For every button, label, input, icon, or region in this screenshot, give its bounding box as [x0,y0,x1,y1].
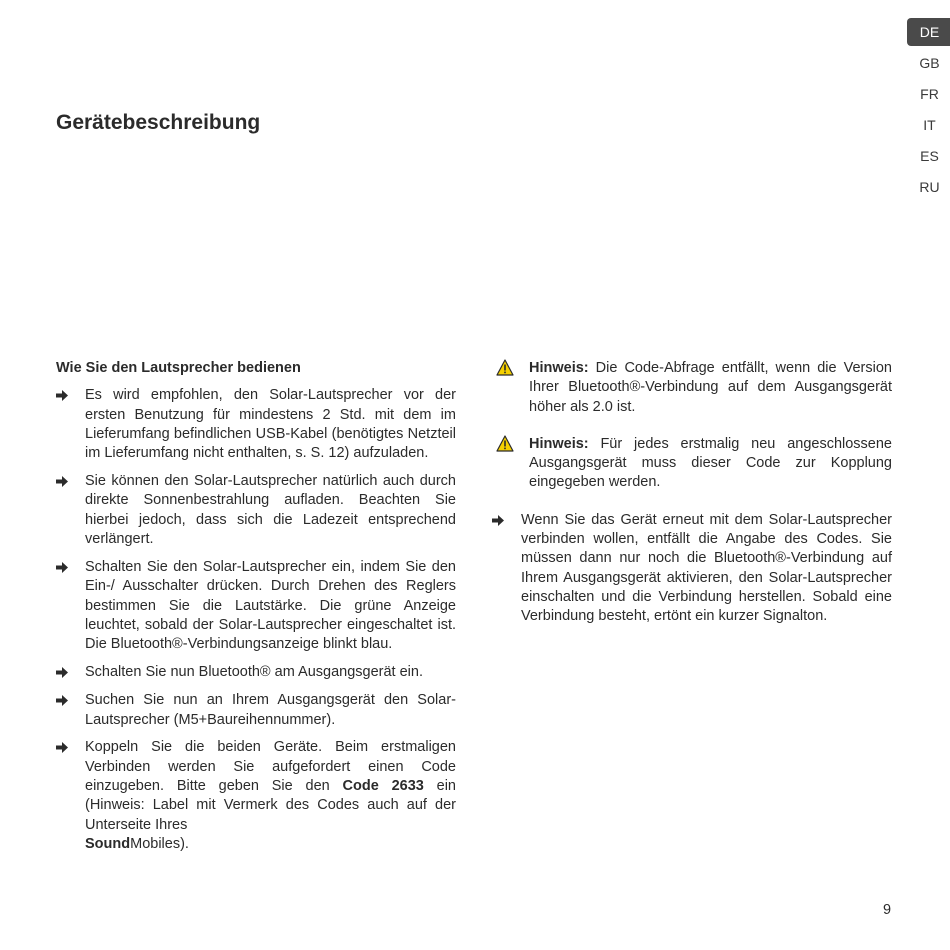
arrow-right-icon [56,742,68,753]
list-item [492,511,892,627]
list-item-text: Es wird empfohlen, den Solar-Lautsprecher vor der ersten Benutzung für mindestens 2 Std. mit dem im Lieferumfang befindlichen USB-Kabel (benötigtes Netzteil im Lieferumfang nicht enthalten, s. S. 12) aufzuladen. [85,387,456,462]
list-item-text: Schalten Sie nun Bluetooth® am Ausgangsgerät ein. [85,664,423,681]
page-title: Gerätebeschreibung [56,111,261,134]
brand-sound: Sound [85,835,131,852]
lang-tab-de[interactable]: DE [907,18,950,46]
lang-tab-fr[interactable]: FR [920,86,939,102]
list-item [56,663,456,682]
warning-icon [496,435,514,452]
list-item [56,472,456,549]
language-nav [907,18,950,204]
list-item [56,691,456,730]
arrow-right-icon [56,667,68,678]
arrow-right-icon [56,562,68,573]
warning-icon [496,359,514,376]
arrow-right-icon [56,695,68,706]
note-label: Hinweis: [529,435,589,452]
list-item [56,558,456,654]
list-item-text: Schalten Sie den Solar-Lautsprecher ein, indem Sie den Ein-/ Ausschalter drücken. Durch Drehen des Reglers bestimmen Sie die Lautstärke. Die grüne Anzeige leuchtet, sobald der Solar-Lautsprecher eingeschaltet ist. Die Bluetooth®-Verbindungsanzeige blinkt blau. [85,559,456,653]
note-text: Für jedes erstmalig neu angeschlossene Ausgangsgerät muss dieser Code zur Kopplung eingegeben werden. [529,435,892,491]
list-item-text: Suchen Sie nun an Ihrem Ausgangsgerät den Solar-Lautsprecher (M5+Baureihennummer). [85,692,456,728]
list-item-text: Sie können den Solar-Lautsprecher natürlich auch durch direkte Sonnenbestrahlung aufladen. Beachten Sie hierbei jedoch, dass sich die Ladezeit entsprechend verlängert. [85,473,456,548]
note-label: Hinweis: [529,360,589,376]
list-item-text: Wenn Sie das Gerät erneut mit dem Solar-Lautsprecher verbinden wollen, entfällt die Angabe des Codes. Sie müssen dann nur noch die Bluetooth®-Verbindung auf Ihrem Ausgangsgerät aktivieren, den Solar-Lautsprecher einschalten und die Verbindung herstellen. Sobald eine Verbindung besteht, ertönt ein kurzer Signalton. [521,511,892,625]
section-heading: Wie Sie den Lautsprecher bedienen [56,360,301,376]
note [492,435,892,493]
list-item [56,386,456,463]
lang-tab-ru[interactable]: RU [919,179,940,195]
note [492,359,892,417]
note-text: Die Code-Abfrage entfällt, wenn die Version Ihrer Bluetooth®-Verbindung auf dem Ausgangsgerät höher als 2.0 ist. [529,360,892,415]
lang-tab-gb[interactable]: GB [919,55,940,71]
page-number: 9 [883,902,892,918]
lang-tab-es[interactable]: ES [920,148,939,164]
list-item-text: Koppeln Sie die beiden Geräte. Beim erstmaligen Verbinden werden Sie aufgefordert einen Code einzugeben. Bitte geben Sie den Code 2633 ein (Hinweis: Label mit Vermerk des Codes auch auf der Unterseite Ihres SoundMobiles). [85,739,456,852]
left-column [56,359,456,854]
pairing-code: Code 2633 [342,778,424,795]
lang-tab-it[interactable]: IT [923,117,936,133]
arrow-right-icon [56,476,68,487]
arrow-right-icon [492,515,504,526]
arrow-right-icon [56,390,68,401]
right-column [492,359,892,627]
list-item [56,738,456,854]
